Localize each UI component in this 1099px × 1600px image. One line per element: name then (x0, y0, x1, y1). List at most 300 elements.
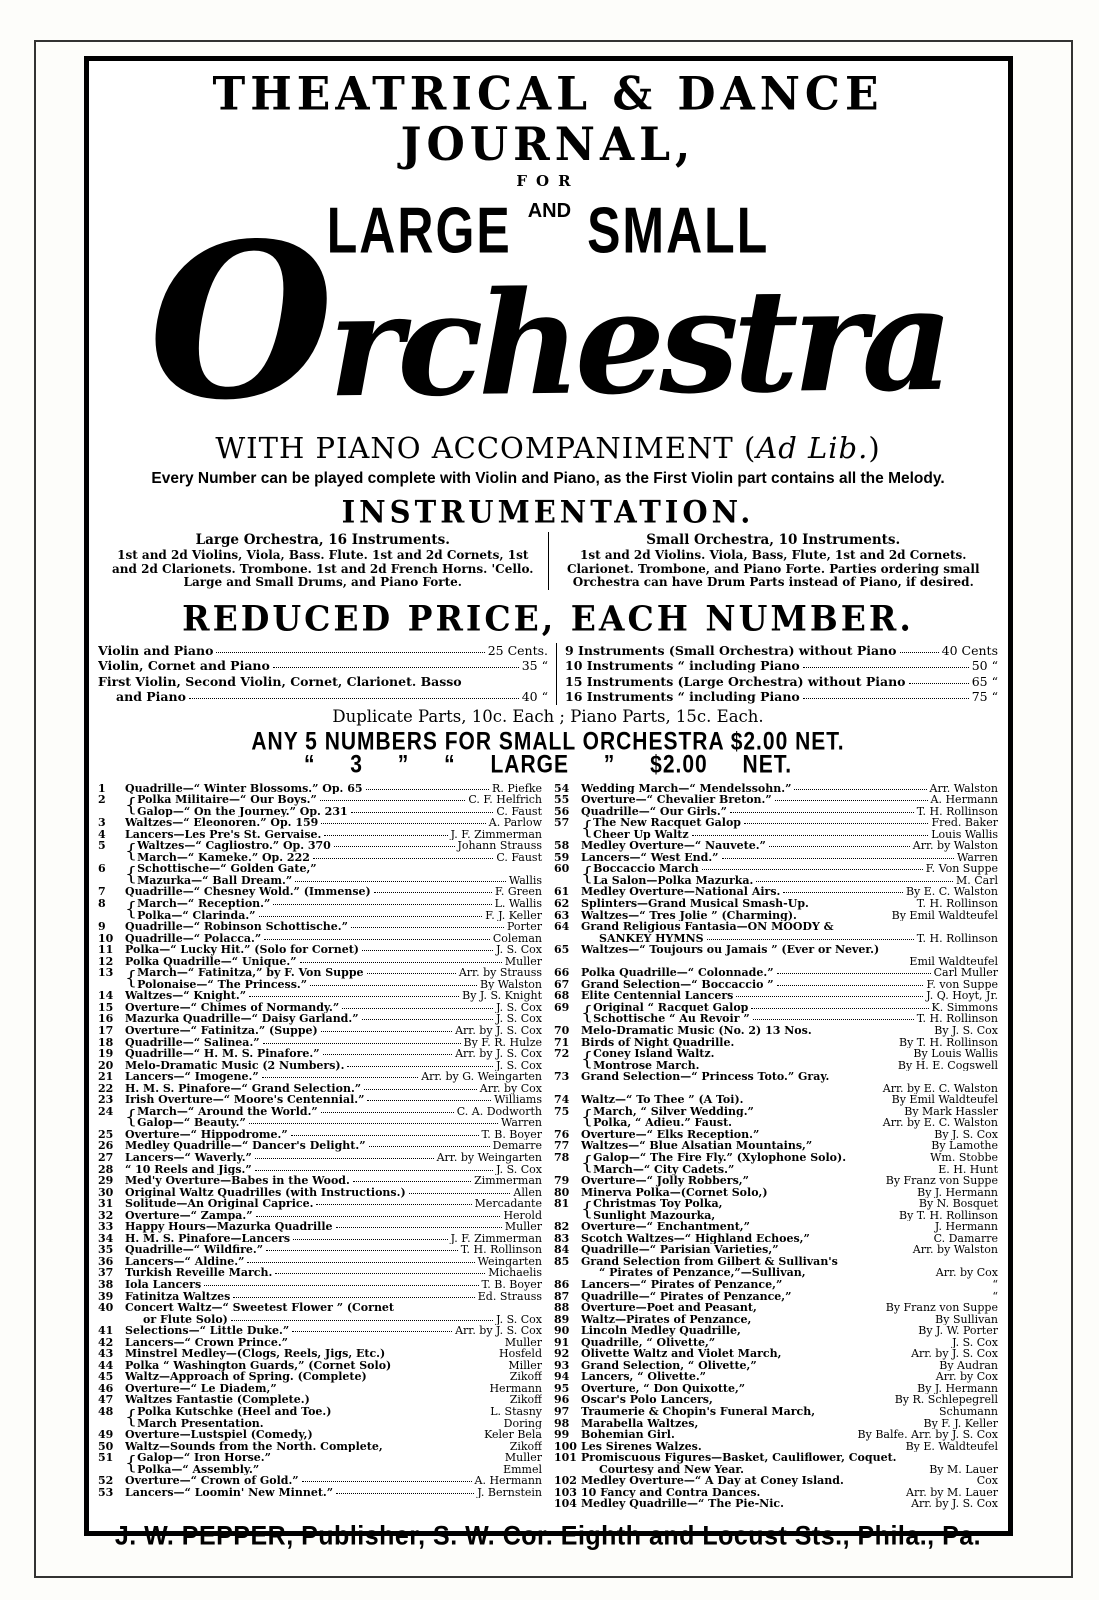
catalog-entry (98, 1452, 542, 1475)
entry-rows (125, 1221, 542, 1233)
entry-number: 46 (98, 1381, 114, 1395)
entry-rows (125, 1394, 542, 1406)
entry-rows (125, 1210, 542, 1222)
entry-number: 7 (98, 885, 106, 899)
entry-title: Coney Island Waltz. (593, 1048, 715, 1060)
catalog-entry (98, 967, 542, 990)
entry-number: 100 (554, 1439, 577, 1453)
dot-leader (803, 667, 969, 668)
catalog-entry (554, 1487, 998, 1499)
entry-row (581, 1291, 998, 1303)
entry-number: 34 (98, 1231, 114, 1245)
page-content (98, 64, 998, 1552)
entry-row (593, 1106, 998, 1118)
catalog-entry (98, 990, 542, 1002)
entry-title: 16 Instruments “ including Piano (565, 689, 800, 704)
entry-number: 32 (98, 1208, 114, 1222)
catalog-entry (554, 1383, 998, 1395)
dot-leader (351, 812, 494, 813)
entry-number: 76 (554, 1127, 570, 1141)
entry-row (125, 1060, 542, 1072)
entry-author: Warren (956, 851, 998, 864)
entry-title: Olivette Waltz and Violet March, (581, 1348, 782, 1360)
entry-title: Schottische “ Au Revoir ” (593, 1013, 750, 1025)
entry-rows (581, 1233, 998, 1245)
catalog-entry (98, 1487, 542, 1499)
catalog-entry (98, 783, 542, 795)
entry-author: Arr. by J. S. Cox (455, 1024, 542, 1037)
entry-author: L. Stasny (490, 1406, 542, 1418)
entry-author: Porter (506, 921, 542, 933)
dot-leader (323, 1054, 452, 1055)
catalog-entry (554, 1406, 998, 1418)
catalog-entry (98, 933, 542, 945)
entry-number: 94 (554, 1370, 570, 1384)
entry-title: March—“ Around the World.” (137, 1105, 318, 1118)
entry-author: Arr. by J. S. Cox (455, 1048, 542, 1060)
entry-row (98, 643, 548, 659)
entry-title: March Presentation. (137, 1417, 264, 1430)
dot-leader (316, 1204, 471, 1205)
catalog-entry (98, 1013, 542, 1025)
offer-line-2: “ 3 ” “ LARGE ” $2.00 NET. (303, 750, 793, 778)
entry-number: 10 (98, 931, 114, 945)
entry-rows (581, 1037, 998, 1049)
entry-rows (125, 1302, 542, 1325)
catalog-entry (98, 886, 542, 898)
entry-author: Williams (494, 1094, 542, 1106)
brace-glyph: { (125, 1406, 138, 1429)
entry-rows (581, 1475, 998, 1487)
entry-rows (125, 990, 542, 1002)
entry-number: 35 (98, 1243, 114, 1257)
entry-author: F. Green (494, 886, 542, 898)
entry-row (581, 1325, 998, 1337)
brace-glyph: { (581, 817, 594, 840)
entry-rows (125, 956, 542, 968)
entry-number: 83 (554, 1231, 570, 1245)
entry-rows (581, 1256, 998, 1279)
entry-title: Oscar's Polo Lancers, (581, 1394, 713, 1407)
entry-row (593, 829, 998, 841)
entry-row (581, 1129, 998, 1141)
entry-rows (125, 1152, 542, 1164)
entry-title: Waltz—Approach of Spring. (Complete) (125, 1371, 367, 1383)
entry-author: Michaelis (488, 1267, 542, 1280)
dot-leader (310, 985, 477, 986)
entry-number: 60 (554, 862, 570, 876)
entry-row (581, 1025, 998, 1037)
entry-row (565, 643, 998, 659)
dot-leader (409, 1193, 511, 1194)
entry-rows (125, 1233, 542, 1245)
catalog-entry (554, 1129, 998, 1141)
entry-author: Arr. by Cox (935, 1371, 998, 1383)
entry-author: C. A. Dodworth (456, 1105, 542, 1118)
catalog-entry (554, 1475, 998, 1487)
catalog-entry (98, 1002, 542, 1014)
entry-number: 98 (554, 1416, 570, 1430)
entry-author: Arr. by Weingarten (436, 1152, 542, 1164)
catalog-entry (98, 1221, 542, 1233)
entry-author: Emil Waldteufel (909, 955, 998, 968)
entry-title: Waltz—“ To Thee ” (A Toi). (581, 1094, 744, 1106)
entry-title: Overture—“ Crown of Gold.” (125, 1475, 299, 1487)
entry-row (565, 658, 998, 674)
entry-row (137, 794, 542, 806)
large-label: LARGE (326, 194, 512, 267)
catalog-entry (98, 1094, 542, 1106)
entry-author: Doring (503, 1417, 542, 1430)
entry-row (98, 674, 548, 690)
entry-number: 99 (554, 1428, 570, 1442)
entry-row (581, 1279, 998, 1291)
entry-author: By Emil Waldteufel (891, 1094, 998, 1106)
entry-author: C. Faust (496, 851, 542, 864)
entry-title: Mazurka—“ Ball Dream.” (137, 874, 293, 887)
entry-number: 18 (98, 1035, 114, 1049)
dot-leader (249, 996, 459, 997)
entry-number: 19 (98, 1047, 114, 1061)
brace-glyph: { (581, 1198, 594, 1221)
entry-row (581, 921, 998, 933)
entry-number: 12 (98, 954, 114, 968)
dot-leader (803, 698, 969, 699)
catalog-entry (98, 1152, 542, 1164)
entry-title: Galop—“ Iron Horse.” (137, 1452, 271, 1464)
entry-number: 58 (554, 839, 570, 853)
entry-number: 88 (554, 1301, 570, 1315)
entry-number: 31 (98, 1197, 114, 1211)
entry-title: Iola Lancers (125, 1279, 202, 1291)
entry-author: Emmel (503, 1463, 542, 1476)
entry-title: Selections—“ Little Duke.” (125, 1325, 290, 1337)
dot-leader (367, 1100, 491, 1101)
entry-number: 77 (554, 1139, 570, 1153)
entry-number: 16 (98, 1012, 114, 1026)
entry-title: Overture, “ Don Quixotte,” (581, 1382, 746, 1395)
entry-author: By J. S. Knight (462, 990, 542, 1002)
dot-leader (256, 1216, 501, 1217)
catalog-entry (98, 1060, 542, 1072)
entry-row (593, 1048, 998, 1060)
entry-title: Galop—“ The Fire Fly.” (Xylophone Solo). (593, 1152, 847, 1164)
entry-row (581, 1441, 998, 1453)
entry-row (593, 1152, 998, 1164)
entry-title: Lancers, “ Olivette.” (581, 1371, 707, 1383)
catalog-entry (98, 1302, 542, 1325)
entry-number: 42 (98, 1335, 114, 1349)
entry-author: Muller (504, 1336, 542, 1349)
price-column-right (556, 643, 998, 705)
entry-rows (125, 1371, 542, 1383)
entry-row (137, 910, 542, 922)
entry-author: 75 “ (971, 689, 998, 704)
catalog-entry (554, 1140, 998, 1152)
dot-leader (231, 1320, 493, 1321)
large-orchestra-title: Large Orchestra, 16 Instruments. (195, 532, 450, 548)
entry-number: 97 (554, 1405, 570, 1419)
entry-rows (593, 1152, 998, 1175)
entry-rows (581, 1406, 998, 1418)
entry-author: By Walston (480, 978, 542, 991)
entry-author: Louis Wallis (931, 828, 998, 841)
entry-rows (581, 794, 998, 806)
entry-number: 78 (554, 1151, 570, 1164)
entry-row (125, 1394, 542, 1406)
entry-number: 6 (98, 862, 106, 876)
entry-rows (137, 898, 542, 921)
entry-author: By H. E. Cogswell (897, 1059, 998, 1072)
entry-author: F. von Suppe (926, 978, 998, 991)
dot-leader (216, 652, 484, 653)
entry-title: Polka Kutschke (Heel and Toe.) (137, 1406, 332, 1418)
dot-leader (273, 904, 491, 905)
entry-author: E. H. Hunt (938, 1163, 998, 1176)
brace-glyph: { (125, 840, 138, 863)
entry-author: T. B. Boyer (481, 1279, 542, 1291)
dot-leader (351, 927, 504, 928)
entry-rows (125, 1267, 542, 1279)
entry-title: Solitude—An Original Caprice. (125, 1198, 314, 1210)
entry-number: 36 (98, 1254, 114, 1268)
entry-number: 85 (554, 1254, 570, 1268)
entry-row (581, 1244, 998, 1256)
entry-number: 86 (554, 1278, 570, 1292)
entry-number: 21 (98, 1070, 114, 1084)
entry-author: T. H. Rollinson (460, 1244, 542, 1256)
entry-author: Cox (976, 1475, 998, 1487)
dot-leader (334, 846, 455, 847)
entry-row (125, 1129, 542, 1141)
catalog-entry (554, 898, 998, 910)
catalog-column-right (554, 783, 998, 1510)
dot-leader (233, 1297, 475, 1298)
catalog-entry (554, 1302, 998, 1314)
entry-number: 48 (98, 1405, 114, 1419)
entry-rows (581, 1394, 998, 1406)
entry-title: Elite Centennial Lancers (581, 990, 734, 1002)
brace-glyph: { (581, 1152, 594, 1174)
dot-leader (320, 800, 466, 801)
entry-row (581, 1071, 998, 1083)
catalog-entry (98, 898, 542, 921)
entry-number: 13 (98, 966, 114, 980)
entry-author: Muller (504, 1221, 542, 1233)
brace-glyph: { (125, 863, 138, 886)
entry-title: Polka Quadrille—“ Unique.” (125, 955, 297, 968)
catalog-entry (98, 1394, 542, 1406)
entry-title: Polka—“ Assembly.” (137, 1463, 260, 1476)
entry-row (581, 1187, 998, 1199)
entry-row (581, 783, 998, 795)
brace-glyph: { (581, 1105, 594, 1128)
entry-row (98, 689, 548, 705)
entry-row (125, 933, 542, 945)
entry-title: 10 Instruments “ including Piano (565, 658, 800, 673)
entry-author: J. F. Zimmerman (450, 828, 542, 841)
entry-number: 47 (98, 1393, 114, 1407)
entry-row (125, 956, 542, 968)
catalog-entry (554, 1152, 998, 1175)
entry-title: Overture—“ Enchantment,” (581, 1221, 750, 1233)
entry-rows (125, 1244, 542, 1256)
entry-title: March—“ City Cadets.” (593, 1163, 735, 1176)
price-columns (98, 643, 998, 705)
dot-leader (736, 996, 923, 997)
entry-title: Violin, Cornet and Piano (98, 658, 270, 673)
entry-title: Concert Waltz—“ Sweetest Flower ” (Cornet (125, 1302, 395, 1314)
brace-glyph: { (125, 897, 138, 920)
large-orchestra-body: 1st and 2d Violins, Viola, Bass. Flute. 1st and 2d Cornets, 1st and 2d Clarionets. Trombone. 1st and 2d French Horns. 'Cello. Large and Small Drums, and Piano Forte. (112, 548, 534, 589)
entry-row (125, 1244, 542, 1256)
entry-row (581, 1314, 998, 1326)
entry-title: Wedding March—“ Mendelssohn.” (581, 782, 792, 795)
entry-title: March—“ Fatinitza,” by F. Von Suppe (137, 967, 364, 979)
entry-rows (125, 1002, 542, 1014)
dot-leader (756, 881, 953, 882)
entry-author: By Sullivan (935, 1313, 998, 1326)
entry-number: 28 (98, 1162, 114, 1176)
entry-row (137, 1418, 542, 1430)
entry-author: 50 “ (971, 658, 998, 673)
entry-row (581, 1418, 998, 1430)
entry-number: 80 (554, 1185, 570, 1199)
dot-leader (321, 1112, 454, 1113)
entry-number: 66 (554, 966, 570, 980)
entry-title: Minstrel Medley—(Clogs, Reels, Jigs, Etc.) (125, 1348, 386, 1360)
entry-row (125, 1187, 542, 1199)
entry-author: By J. Hermann (917, 1186, 998, 1199)
entry-title: Grand Selection—“ Princess Toto.” Gray. (581, 1071, 830, 1083)
entry-number: 82 (554, 1220, 570, 1234)
entry-author: By Louis Wallis (913, 1048, 998, 1060)
entry-author: Arr. by Cox (935, 1267, 998, 1280)
catalog-entry (98, 1140, 542, 1152)
entry-row (125, 1002, 542, 1014)
entry-row (581, 1406, 998, 1418)
entry-author: Warren (500, 1117, 542, 1129)
entry-rows (581, 1383, 998, 1395)
entry-title: “ 10 Reels and Jigs.” (125, 1163, 252, 1176)
melody-tagline: Every Number can be played complete with Violin and Piano, as the First Violin part contains all the Melody. (151, 470, 945, 487)
entry-rows (593, 1198, 998, 1221)
entry-title: First Violin, Second Violin, Cornet, Clarionet. Basso (98, 673, 462, 689)
entry-author: By Franz von Suppe (885, 1175, 998, 1187)
entry-number: 102 (554, 1474, 577, 1488)
entry-author: By M. Lauer (929, 1463, 998, 1476)
entry-rows (125, 1013, 542, 1025)
entry-number: 59 (554, 850, 570, 864)
catalog-entry (98, 1233, 542, 1245)
entry-rows (137, 967, 542, 990)
brace-glyph: { (125, 967, 138, 990)
entry-title: Overture—“ Fatinitza.” (Suppe) (125, 1024, 318, 1037)
entry-row (125, 1256, 542, 1268)
entry-title: Bohemian Girl. (581, 1429, 675, 1441)
entry-rows (581, 910, 998, 922)
entry-row (593, 1060, 998, 1072)
entry-rows (581, 990, 998, 1002)
dot-leader (909, 683, 969, 684)
entry-title: Splinters—Grand Musical Smash-Up. (581, 897, 809, 910)
entry-author: Herold (503, 1209, 542, 1222)
entry-row (593, 1117, 998, 1129)
entry-title: March, “ Silver Wedding.” (593, 1105, 754, 1118)
entry-row (125, 1371, 542, 1383)
entry-number: 25 (98, 1127, 114, 1141)
catalog-entry (554, 783, 998, 795)
entry-author: J. S. Cox (496, 1059, 542, 1072)
entry-row (565, 689, 998, 705)
brace-glyph: { (581, 1001, 594, 1024)
entry-author: J. S. Cox (952, 1336, 998, 1349)
entry-author: By J. S. Cox (934, 1128, 998, 1141)
entry-author: J. Hermann (934, 1221, 998, 1233)
entry-number: 20 (98, 1058, 114, 1072)
catalog-entry (554, 1256, 998, 1279)
entry-author: Wallis (508, 874, 542, 887)
entry-number: 1 (98, 781, 106, 795)
entry-rows (125, 944, 542, 956)
entry-author: Zikoff (509, 1394, 542, 1407)
entry-title: Galop—“ Beauty.” (137, 1117, 246, 1129)
entry-number: 89 (554, 1312, 570, 1326)
entry-author: “ (992, 1290, 998, 1303)
catalog-entry (98, 817, 542, 829)
entry-author: 40 Cents (941, 642, 998, 658)
entry-author: Arr. by J. S. Cox (455, 1325, 542, 1337)
entry-rows (581, 967, 998, 979)
catalog-entry (554, 840, 998, 852)
dot-leader (775, 800, 928, 801)
dot-leader (302, 1481, 472, 1482)
catalog-entry (554, 1221, 998, 1233)
entry-rows (581, 1175, 998, 1187)
dot-leader (262, 1077, 419, 1078)
entry-rows (581, 783, 998, 795)
catalog-entry (98, 1291, 542, 1303)
entry-title: Violin and Piano (98, 642, 214, 658)
entry-author: Arr. by E. C. Walston (882, 1082, 998, 1095)
entry-title: Quadrille—“ H. M. S. Pinafore.” (125, 1048, 320, 1060)
entry-number: 27 (98, 1151, 114, 1164)
entry-rows (581, 921, 998, 944)
entry-title: Montrose March. (593, 1059, 700, 1072)
entry-author: A. Hermann (930, 794, 998, 806)
catalog-entry (554, 886, 998, 898)
entry-author: J. Bernstein (477, 1486, 542, 1499)
entry-number: 101 (554, 1451, 577, 1465)
dot-leader (751, 1008, 928, 1009)
entry-author: By J. Hermann (917, 1382, 998, 1395)
entry-row (125, 829, 542, 841)
entry-number: 2 (98, 793, 106, 807)
entry-author: T. B. Boyer (481, 1128, 542, 1141)
entry-row (125, 1360, 542, 1372)
entry-author: J. F. Zimmerman (450, 1232, 542, 1245)
entry-row (125, 817, 542, 829)
entry-row (581, 956, 998, 968)
catalog-entry (98, 956, 542, 968)
entry-rows (581, 1418, 998, 1430)
entry-number: 56 (554, 804, 570, 818)
entry-title: Scotch Waltzes—“ Highland Echoes,” (581, 1232, 810, 1245)
entry-author: J. S. Cox (496, 1001, 542, 1014)
entry-title: Waltzes—“ Eleonoren.” Op. 159 (125, 817, 319, 829)
catalog-entry (98, 1441, 542, 1453)
entry-author: Arr. by J. S. Cox (911, 1498, 998, 1510)
